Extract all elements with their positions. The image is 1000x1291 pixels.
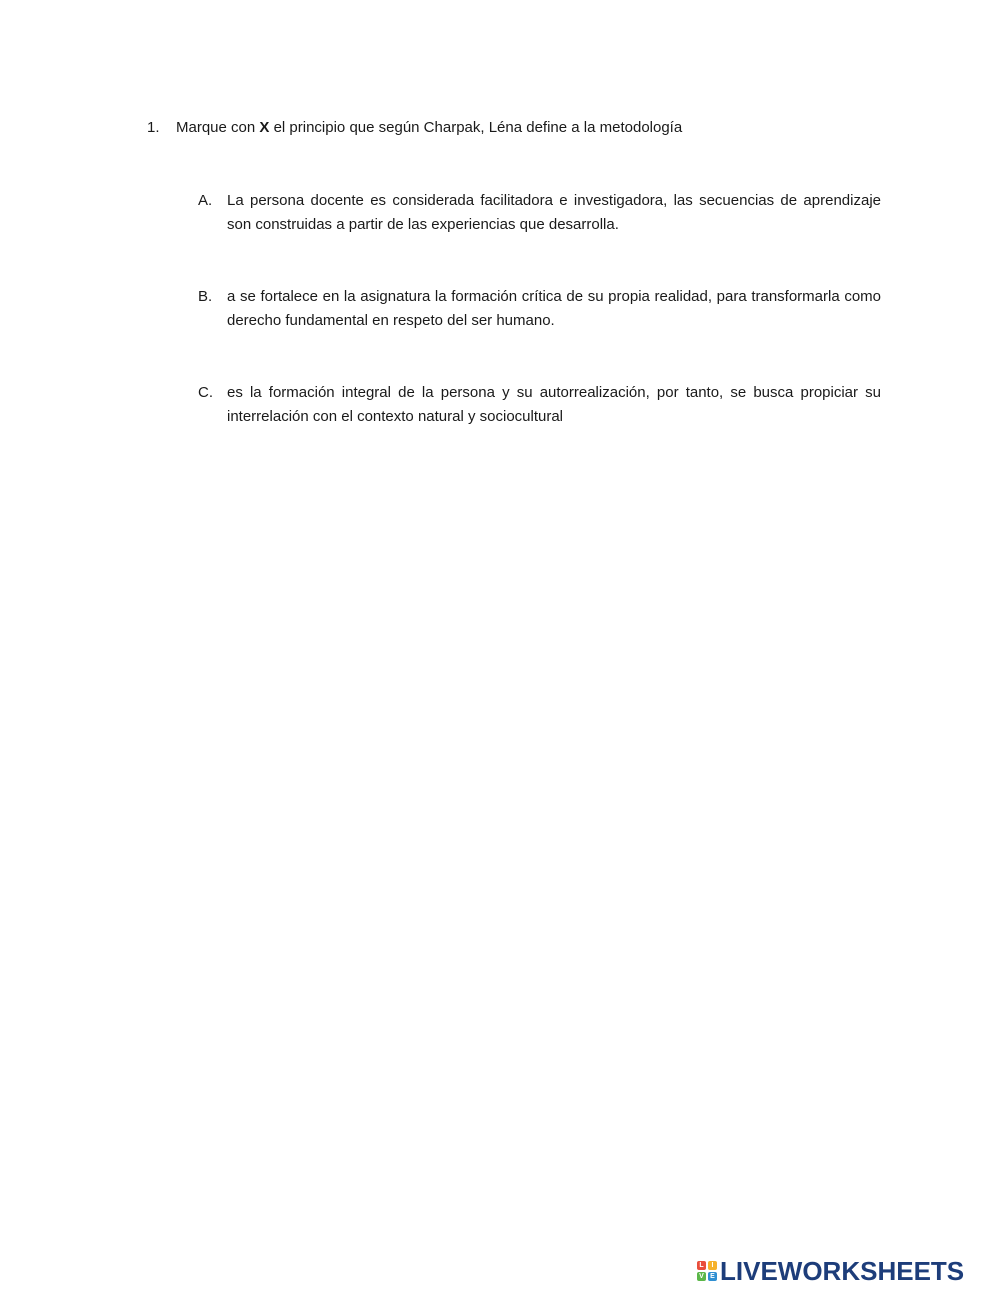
logo-mark-v: V	[697, 1272, 706, 1281]
logo-mark-e: E	[708, 1272, 717, 1281]
logo-mark-i: I	[708, 1261, 717, 1270]
question-text-after: el principio que según Charpak, Léna define a la metodología	[269, 119, 683, 136]
question	[147, 117, 887, 139]
option-b[interactable]	[198, 285, 881, 333]
question-text-before: Marque con	[176, 119, 260, 136]
option-a[interactable]	[198, 189, 881, 237]
option-letter: B.	[198, 288, 213, 305]
option-c[interactable]	[198, 381, 881, 429]
option-letter: A.	[198, 192, 213, 209]
logo-mark-icon	[697, 1261, 717, 1281]
question-number: 1.	[147, 119, 160, 136]
option-text: es la formación integral de la persona y su autorrealización, por tanto, se busca propiciar su interrelación con el contexto natural y sociocultural	[227, 384, 881, 425]
liveworksheets-logo	[697, 1257, 964, 1285]
option-text: La persona docente es considerada facilitadora e investigadora, las secuencias de aprendizaje son construidas a partir de las experiencias que desarrolla.	[227, 192, 881, 233]
logo-text: LIVEWORKSHEETS	[720, 1255, 965, 1286]
question-bold-mark: X	[259, 119, 270, 136]
option-text: a se fortalece en la asignatura la formación crítica de su propia realidad, para transformarla como derecho fundamental en respeto del ser humano.	[227, 288, 881, 329]
logo-mark-l: L	[697, 1261, 706, 1270]
option-letter: C.	[198, 384, 213, 401]
